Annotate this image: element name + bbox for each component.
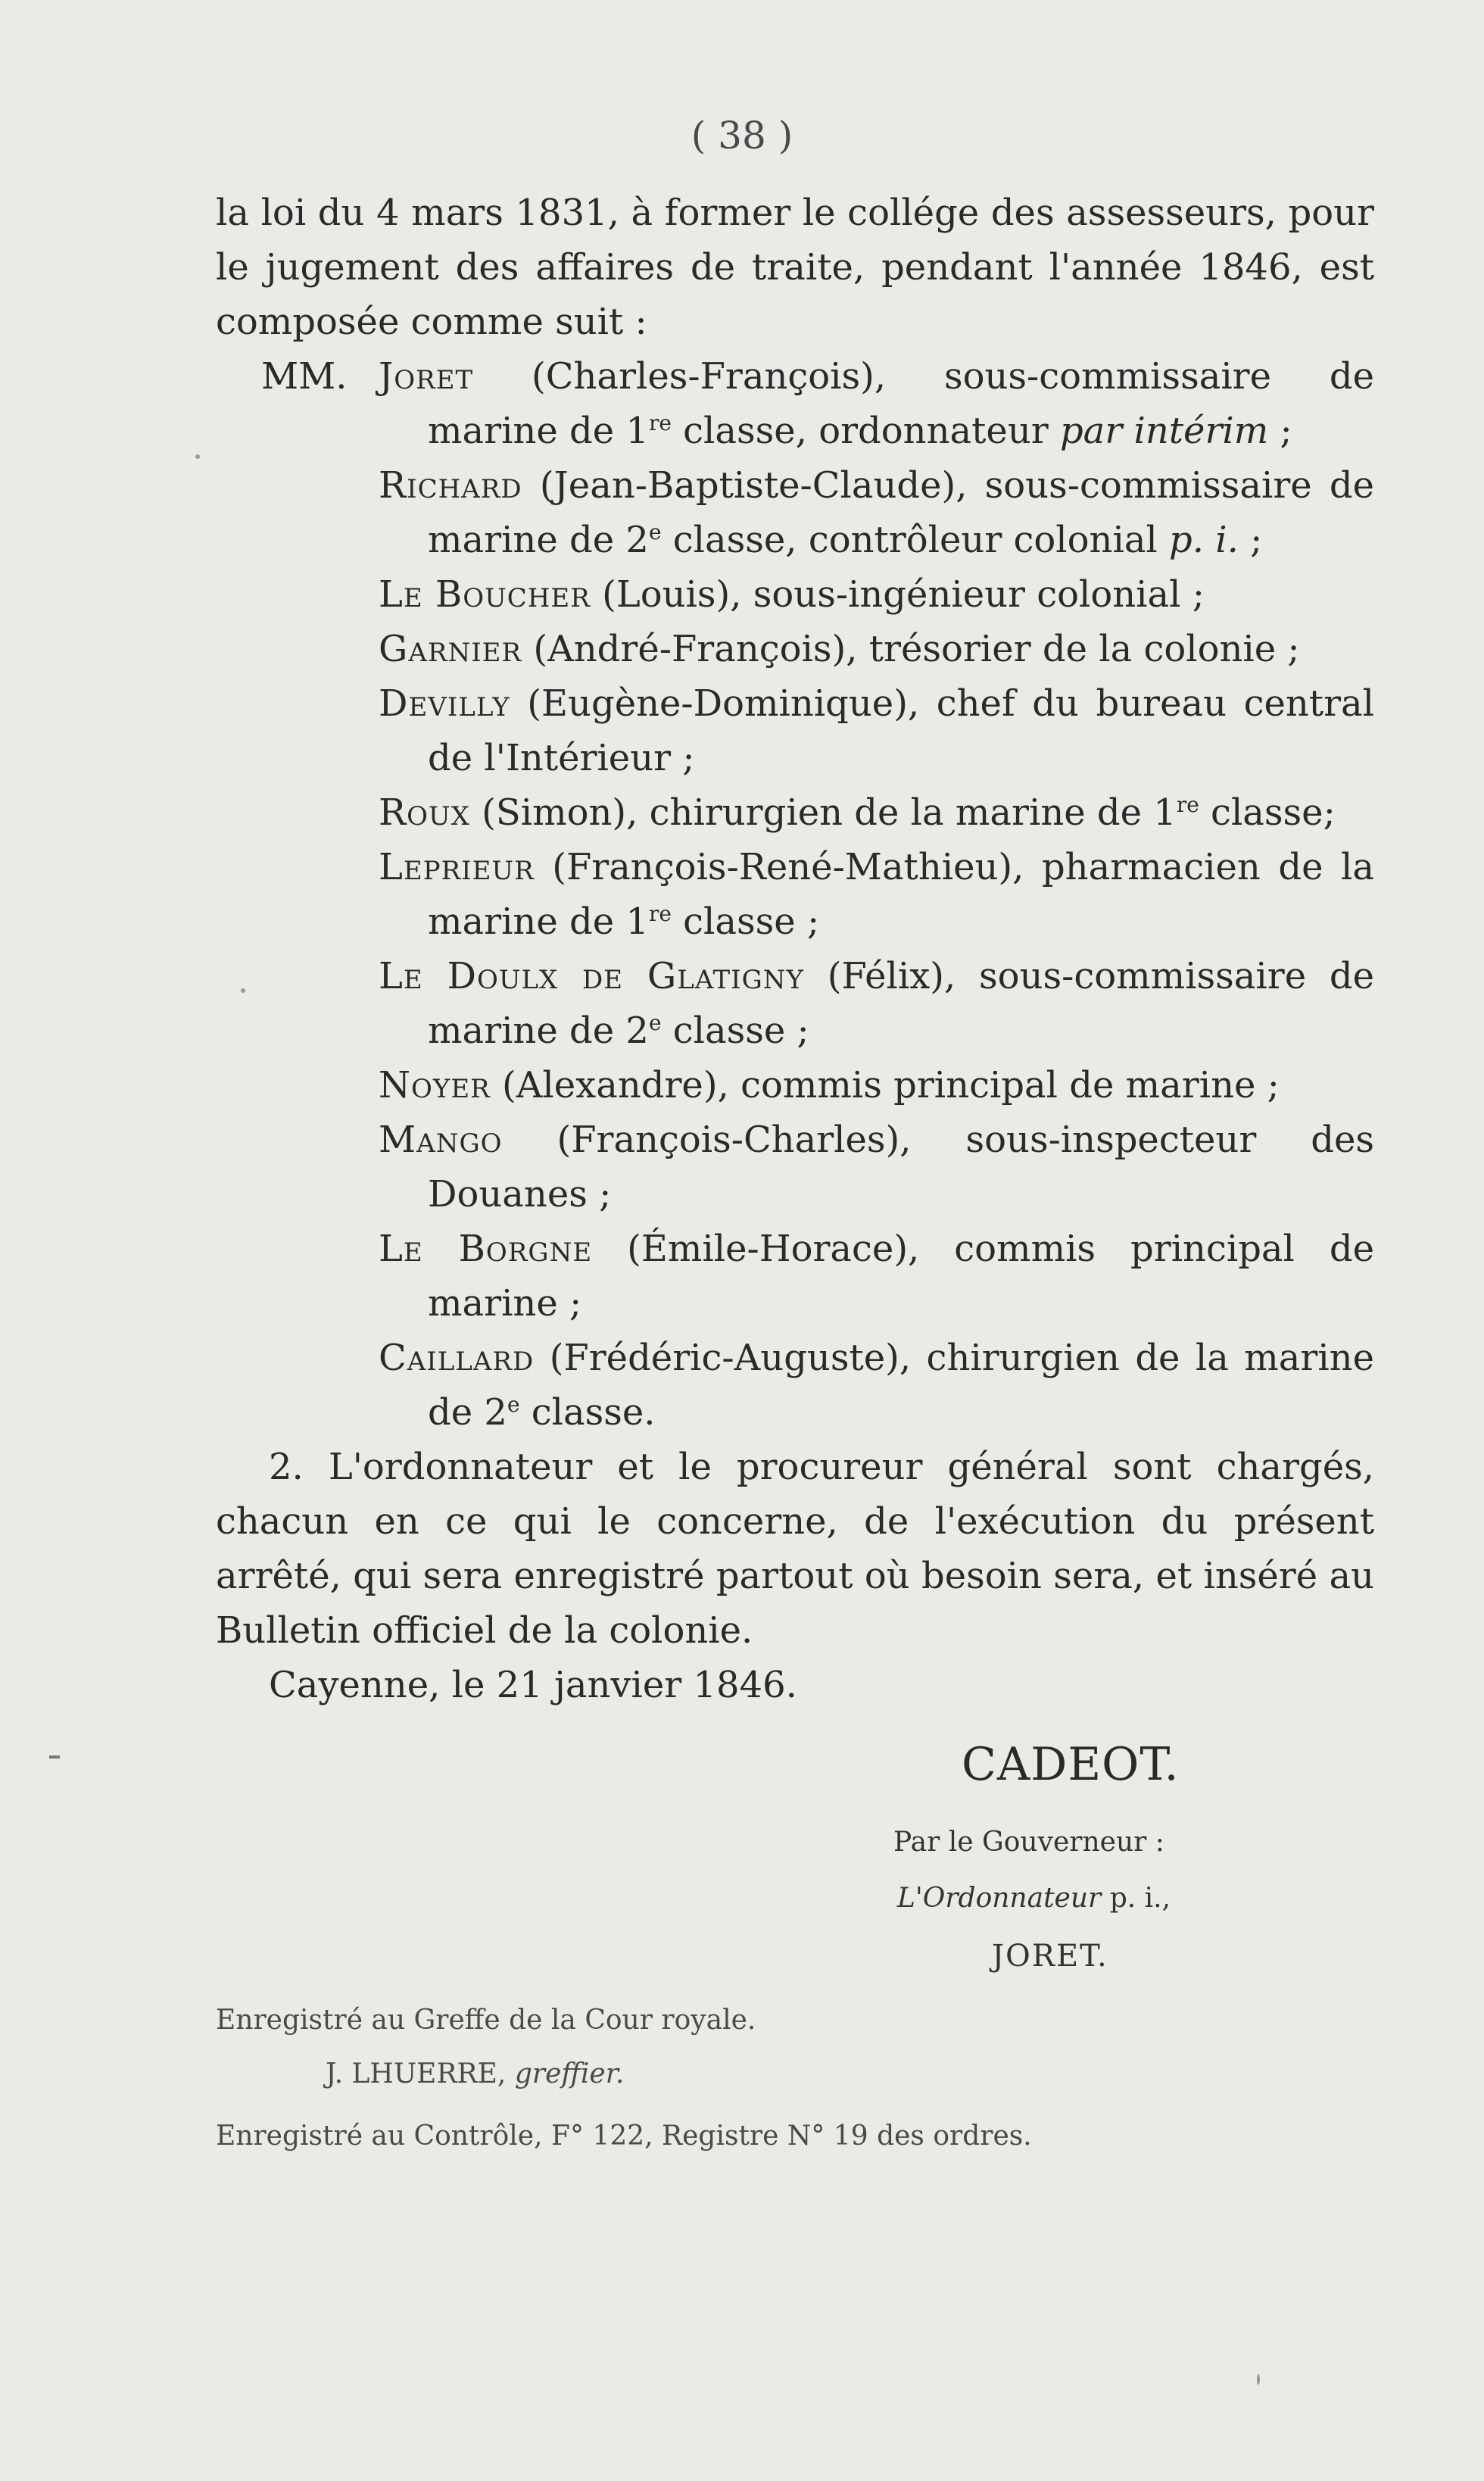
paper-speck bbox=[1257, 2374, 1260, 2385]
member-name: Mango bbox=[379, 1119, 503, 1161]
member-entry: Le Doulx de Glatigny (Félix), sous-commissaire de marine de 2e classe ; bbox=[379, 955, 1374, 1052]
member-entry: Garnier (André-François), trésorier de la colonie ; bbox=[379, 628, 1300, 670]
article-2-paragraph: 2. L'ordonnateur et le procureur général sont chargés, chacun en ce qui le concerne, de l'exécution du présent arrêté, qui sera enregistré partout où besoin sera, et inséré au Bulletin officiel de la colonie. bbox=[216, 1446, 1374, 1652]
paper-speck bbox=[195, 454, 200, 459]
member-name: Joret bbox=[379, 355, 474, 398]
registration-greffier: J. LHUERRE, greffier. bbox=[326, 2058, 625, 2089]
registration-greffe: Enregistré au Greffe de la Cour royale. bbox=[216, 2005, 756, 2036]
paper-speck bbox=[241, 988, 245, 993]
member-entry: Leprieur (François-René-Mathieu), pharmacien de la marine de 1re classe ; bbox=[379, 846, 1374, 943]
member-entry: MM. Joret (Charles-François), sous-commissaire de marine de 1re classe, ordonnateur par intérim ; bbox=[216, 349, 1374, 458]
body-text bbox=[216, 186, 1374, 1712]
member-name: Garnier bbox=[379, 628, 522, 670]
member-name: Noyer bbox=[379, 1064, 491, 1106]
member-entry: Richard (Jean-Baptiste-Claude), sous-commissaire de marine de 2e classe, contrôleur colonial p. i. ; bbox=[379, 464, 1374, 561]
signatory-name: JORET. bbox=[992, 1939, 1108, 1974]
member-name: Leprieur bbox=[379, 846, 535, 888]
member-name: Le Doulx de Glatigny bbox=[379, 955, 804, 997]
member-name: Devilly bbox=[379, 682, 510, 725]
registration-controle: Enregistré au Contrôle, F° 122, Registre N° 19 des ordres. bbox=[216, 2121, 1032, 2152]
member-list bbox=[216, 349, 1374, 1440]
member-entry: Le Borgne (Émile-Horace), commis principal de marine ; bbox=[379, 1228, 1374, 1325]
member-name: Richard bbox=[379, 464, 522, 507]
mm-label: MM. bbox=[261, 355, 348, 398]
member-entry: Devilly (Eugène-Dominique), chef du bureau central de l'Intérieur ; bbox=[379, 682, 1374, 779]
member-entry: Mango (François-Charles), sous-inspecteur des Douanes ; bbox=[379, 1119, 1374, 1216]
member-entry: Roux (Simon), chirurgien de la marine de 1re classe; bbox=[379, 791, 1336, 834]
member-name: Roux bbox=[379, 791, 470, 834]
member-name: Caillard bbox=[379, 1337, 535, 1379]
intro-paragraph: la loi du 4 mars 1831, à former le collége des assesseurs, pour le jugement des affaires de traite, pendant l'année 1846, est composée comme suit : bbox=[216, 192, 1374, 343]
place-date: Cayenne, le 21 janvier 1846. bbox=[269, 1664, 797, 1706]
member-entry: Le Boucher (Louis), sous-ingénieur colonial ; bbox=[379, 573, 1205, 616]
member-entry: Noyer (Alexandre), commis principal de marine ; bbox=[379, 1064, 1280, 1106]
page-number: ( 38 ) bbox=[691, 114, 793, 158]
member-name: Le Borgne bbox=[379, 1228, 593, 1270]
signature-governor: CADEOT. bbox=[962, 1738, 1180, 1791]
ordonnateur-line: L'Ordonnateur p. i., bbox=[897, 1883, 1171, 1914]
margin-mark bbox=[49, 1755, 60, 1759]
par-le-gouverneur: Par le Gouverneur : bbox=[893, 1827, 1164, 1858]
member-name: Le Boucher bbox=[379, 573, 591, 616]
member-entry: Caillard (Frédéric-Auguste), chirurgien de la marine de 2e classe. bbox=[379, 1337, 1374, 1434]
